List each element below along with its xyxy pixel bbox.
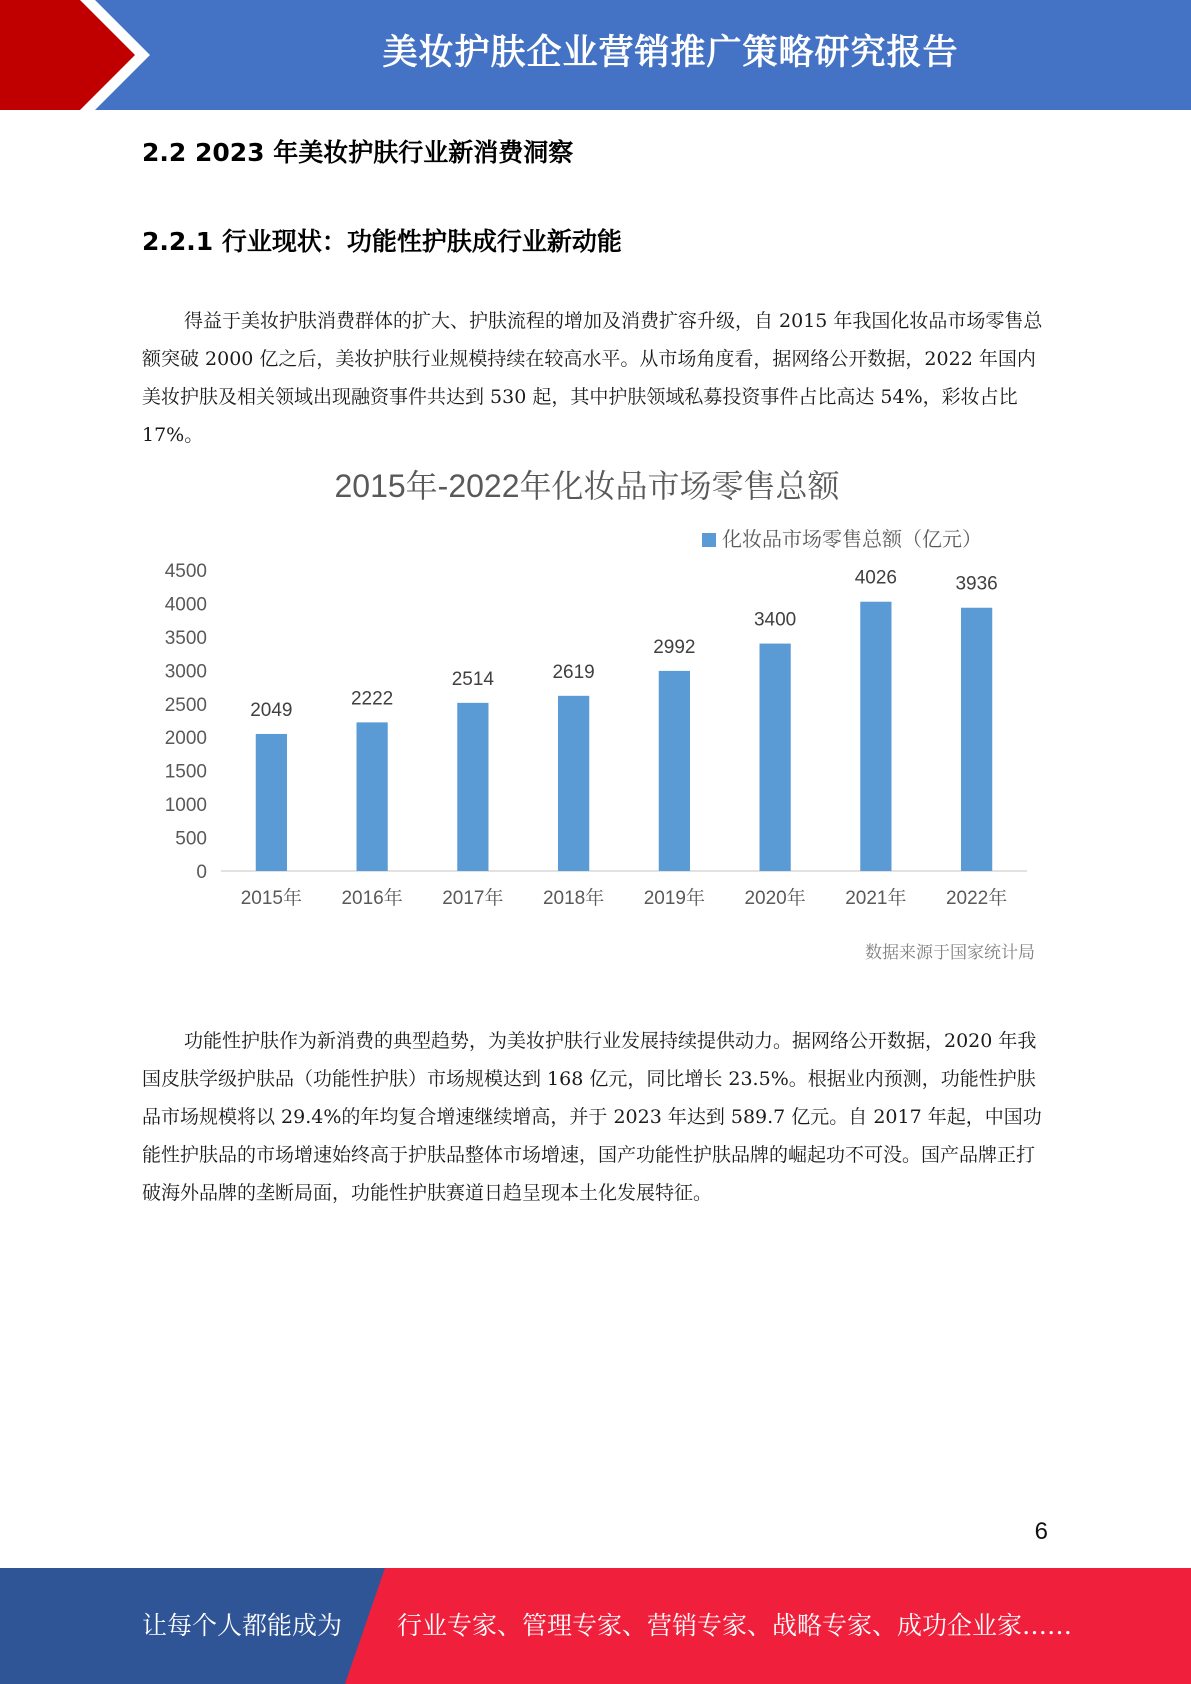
bar-value-label: 2049	[250, 699, 293, 721]
bar	[457, 703, 488, 871]
bar	[760, 644, 791, 871]
y-tick-label: 3000	[164, 661, 207, 683]
legend-label: 化妆品市场零售总额（亿元）	[722, 529, 982, 551]
chart-title: 2015年-2022年化妆品市场零售总额	[334, 468, 840, 504]
bar	[558, 696, 589, 871]
x-tick-label: 2019年	[643, 888, 706, 909]
bar	[357, 722, 388, 871]
x-tick-label: 2018年	[542, 888, 605, 909]
x-tick-label: 2016年	[341, 888, 403, 909]
y-tick-label: 2500	[164, 694, 207, 716]
y-tick-label: 0	[196, 862, 207, 883]
y-tick-label: 500	[175, 828, 207, 850]
functional-skincare-paragraph: 功能性护肤作为新消费的典型趋势，为美妆护肤行业发展持续提供动力。据网络公开数据，2020 年我国皮肤学级护肤品（功能性护肤）市场规模达到 168 亿元，同比增长 23.5%。根据业内预测，功能性护肤品市场规模将以 29.4%的年均复合增速继续增高，并于 2023 年达到 589.7 亿元。自 2017 年起，中国功能性护肤品的市场增速始终高于护肤品整体市场增速，国产功能性护肤品牌的崛起功不可没。国产品牌正打破海外品牌的垄断局面，功能性护肤赛道日趋呈现本土化发展特征。	[142, 1030, 1042, 1204]
y-tick-label: 4500	[164, 561, 207, 582]
legend-swatch	[702, 533, 716, 547]
bar-value-label: 3400	[753, 609, 797, 631]
report-title: 美妆护肤企业营销推广策略研究报告	[382, 33, 959, 73]
bar	[659, 671, 690, 871]
bars-group	[250, 568, 998, 871]
x-tick-label: 2020年	[744, 888, 806, 909]
x-tick-label: 2015年	[240, 888, 303, 909]
bar	[961, 608, 992, 871]
bar-value-label: 2619	[552, 661, 595, 683]
bar-value-label: 4026	[854, 567, 898, 589]
section-heading: 2.2 2023 年美妆护肤行业新消费洞察	[142, 138, 574, 167]
x-tick-label: 2017年	[442, 888, 504, 909]
subsection-heading: 2.2.1 行业现状：功能性护肤成行业新动能	[142, 227, 622, 256]
footer-slogan-left: 让每个人都能成为	[142, 1611, 343, 1640]
retail-sales-bar-chart	[142, 455, 1052, 980]
y-tick-label: 4000	[164, 594, 207, 616]
x-tick-label: 2021年	[845, 888, 907, 909]
y-axis	[165, 561, 207, 883]
bar-value-label: 3936	[955, 573, 998, 595]
bar	[860, 602, 891, 871]
bar-value-label: 2514	[451, 668, 495, 690]
bar-value-label: 2222	[350, 688, 394, 710]
y-tick-label: 1500	[164, 761, 207, 783]
chart-source-note: 数据来源于国家统计局	[865, 943, 1035, 962]
bar	[256, 734, 287, 871]
y-tick-label: 2000	[164, 728, 207, 750]
y-tick-label: 1000	[164, 795, 207, 817]
intro-paragraph: 得益于美妆护肤消费群体的扩大、护肤流程的增加及消费扩容升级，自 2015 年我国化妆品市场零售总额突破 2000 亿之后，美妆护肤行业规模持续在较高水平。从市场角度看，据网络公开数据，2022 年国内美妆护肤及相关领域出现融资事件共达到 530 起，其中护肤领域私募投资事件占比高达 54%，彩妆占比 17%。	[142, 310, 1043, 446]
bar-value-label: 2992	[653, 636, 696, 658]
x-tick-label: 2022年	[945, 888, 1008, 909]
footer-banner	[0, 1568, 1191, 1684]
header-banner	[0, 0, 1191, 110]
y-tick-label: 3500	[164, 627, 207, 649]
x-axis	[241, 887, 1008, 909]
footer-slogan-right: 行业专家、管理专家、营销专家、战略专家、成功企业家……	[397, 1611, 1073, 1640]
page-number: 6	[1034, 1518, 1048, 1545]
